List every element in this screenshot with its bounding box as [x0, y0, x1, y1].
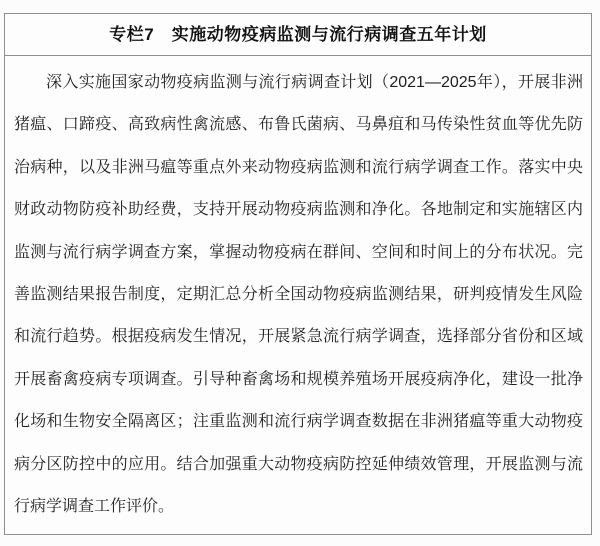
body-line: 善监测结果报告制度，定期汇总分析全国动物疫病监测结果，研判疫情发生风险	[14, 285, 583, 303]
body-line: 财政动物防疫补助经费，支持开展动物疫病监测和净化。各地制定和实施辖区内	[14, 201, 583, 219]
body-line: 监测与流行病学调查方案，掌握动物疫病在群间、空间和时间上的分布状况。完	[14, 243, 583, 261]
body-line: 深入实施国家动物疫病监测与流行病调查计划（2021—2025年），开展非洲	[46, 74, 583, 91]
box-title: 专栏7 实施动物疫病监测与流行病调查五年计划	[5, 14, 591, 56]
body-line: 猪瘟、口蹄疫、高致病性禽流感、布鲁氏菌病、马鼻疽和马传染性贫血等优先防	[14, 116, 583, 134]
box-body	[5, 56, 591, 528]
body-line: 病分区防控中的应用。结合加强重大动物疫病防控延伸绩效管理，开展监测与流	[14, 455, 583, 473]
callout-box	[4, 13, 592, 535]
body-line: 行病学调查工作评价。	[14, 497, 175, 515]
body-line: 化场和生物安全隔离区；注重监测和流行病学调查数据在非洲猪瘟等重大动物疫	[14, 413, 583, 431]
body-line: 治病种，以及非洲马瘟等重点外来动物疫病监测和流行病学调查工作。落实中央	[14, 158, 583, 176]
body-line: 和流行趋势。根据疫病发生情况，开展紧急流行病学调查，选择部分省份和区域	[14, 328, 583, 346]
body-line: 开展畜禽疫病专项调查。引导种畜禽场和规模养殖场开展疫病净化，建设一批净	[14, 370, 583, 388]
